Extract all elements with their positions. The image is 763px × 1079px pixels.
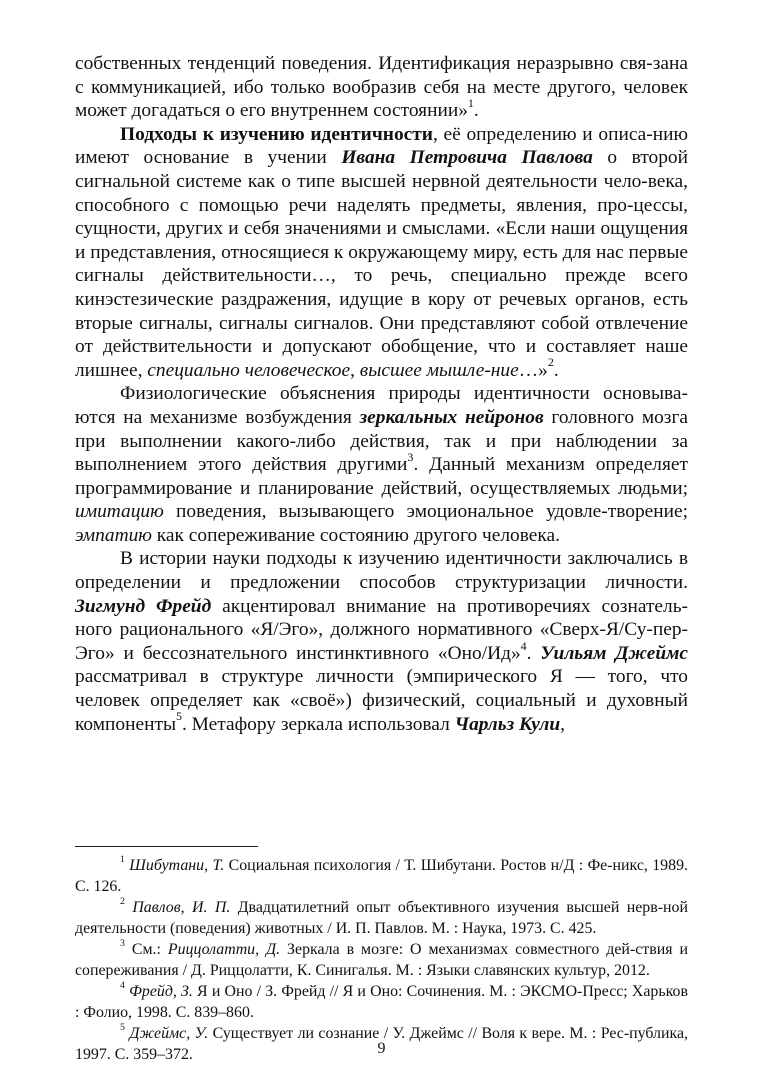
italic-text: Шибутани, Т. [129,857,225,874]
footnote [75,939,688,981]
paragraph [75,52,688,123]
text-run: . [526,642,541,664]
text-run: Физиологические объяснения природы идентичности основыва-ются на механизме возбуждения [75,383,688,428]
footnote-separator [75,846,258,847]
footnote [75,855,688,897]
italic-text: высшее мышле-ние [359,359,519,381]
text-run: рассматривал в структуре личности (эмпирического Я — того, что человек определяет как «своё») физический, социальный и духовный компоненты [75,666,688,735]
footnote-ref: 2 [547,355,554,370]
bold-italic-name: зеркальных нейронов [359,406,544,428]
text-run: Существует ли сознание / У. Джеймс // Воля к вере. М. : Рес-публика, 1997. С. 359–372. [75,1025,688,1063]
footnote-ref: 3 [120,938,125,950]
page-number: 9 [377,1040,386,1057]
footnote [75,897,688,939]
footnote-ref: 4 [120,980,125,992]
bold-italic-name: Уильям Джеймс [540,642,688,664]
text-run: . [553,359,559,381]
text-run: Двадцатилетний опыт объективного изучения высшей нерв-ной деятельности (поведения) животных / И. П. Павлов. М. : Наука, 1973. С. 425. [75,899,688,937]
text-run: Зеркала в мозге: О механизмах совместного дей-ствия и сопереживания / Д. Риццолатти, К. Синигалья. М. : Языки славянских культур, 2012. [75,941,688,979]
footnotes [75,855,688,1065]
text-run: В истории науки подходы к изучению идентичности заключались в определении и предложении способов структуризации личности. [75,548,688,594]
text-run: собственных тенденций поведения. Идентификация неразрывно свя-зана с коммуникацией, ибо только вообразив себя на месте другого, человек может догадаться о его внутреннем состоянии» [75,53,688,122]
footnote-ref: 3 [407,449,414,464]
text-run: См.: [124,941,168,958]
text-run: поведения, вызывающего эмоциональное удовле-творение; [163,501,688,523]
text-run: как сопереживание состоянию другого человека. [151,524,560,546]
italic-text: имитацию [75,501,164,523]
text-run: Я и Оно / З. Фрейд // Я и Оно: Сочинения. М. : ЭКСМО-Пресс; Харьков : Фолио, 1998. С. 839–860. [75,983,688,1021]
footnote [75,981,688,1023]
text-run: , [560,713,565,735]
italic-text: эмпатию [75,524,152,546]
text-run: . Метафору зеркала использовал [181,713,455,735]
text-run: акцентировал внимание на противоречиях сознатель-ного рационального «Я/Эго», должного нормативного «Сверх-Я/Су-пер-Эго» и бессознательного инстинктивного «Оно/Ид» [75,595,688,664]
text-run: Социальная психология / Т. Шибутани. Ростов н/Д : Фе-никс, 1989. С. 126. [75,857,688,895]
body-text [75,52,688,736]
text-run: . [473,100,479,122]
bold-italic-name: Ивана Петровича Павлова [341,147,593,169]
bold-italic-name: Зигмунд Фрейд [75,595,212,617]
paragraph [75,123,688,383]
footnote-ref: 4 [520,638,527,653]
text-run: о второй сигнальной системе как о типе высшей нервной деятельности чело-века, способного с помощью речи наделять предметы, явления, про-цессы, сущности, других и себя значениями и смыслами. «Если наши ощущения и представления, относящиеся к окружающему миру, есть для нас первые сигналы действительности…, то речь, специально прежде всего кинэстезические раздражения, идущие в кору от речевых органов, есть вторые сигналы, сигналы сигналов. Они представляют собой отвлечение от действительности и допускают обобщение, что и составляет наше лишнее, [75,147,688,381]
text-run: , [350,359,360,381]
italic-text: Риццолатти, Д. [167,941,281,958]
bold-italic-name: Чарльз Кули [454,713,561,735]
footnote-ref: 1 [120,854,125,866]
italic-text: Джеймс, У. [129,1025,209,1042]
footnote-ref: 5 [175,709,182,724]
paragraph [75,382,688,547]
footnote-ref: 1 [467,95,474,110]
text-run: . Данный механизм определяет программирование и планирование действий, осуществляемых людьми; [75,454,688,499]
text-run: , её определению и описа-нию имеют основание в учении [75,123,688,169]
text-run: головного мозга при выполнении какого-либо действия, так и при наблюдении за выполнением этого действия другими [75,406,689,476]
italic-text: специально человеческое [147,359,351,381]
italic-text: Фрейд, З. [129,983,193,1000]
footnote-ref: 2 [120,896,125,908]
italic-text: Павлов, И. П. [132,899,231,916]
paragraph [75,547,688,736]
bold-term: Подходы к изучению идентичности [120,123,433,145]
footnote-ref: 5 [120,1022,125,1034]
text-run: …» [518,359,548,381]
